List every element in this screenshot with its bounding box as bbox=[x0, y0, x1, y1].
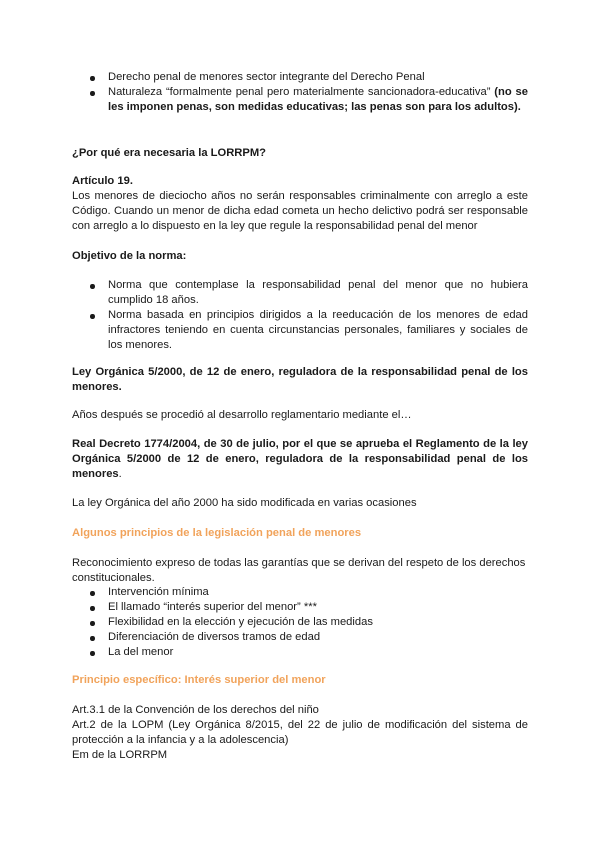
list-item: El llamado “interés superior del menor” *** bbox=[72, 600, 528, 615]
list-item: Derecho penal de menores sector integrante del Derecho Penal bbox=[72, 70, 528, 85]
recognition-text: Reconocimiento expreso de todas las garantías que se derivan del respeto de los derechos constitucionales. bbox=[72, 557, 526, 584]
law-title: Ley Orgánica 5/2000, de 12 de enero, reguladora de la responsabilidad penal de los menores. bbox=[72, 366, 528, 393]
years-later-text: Años después se procedió al desarrollo reglamentario mediante el… bbox=[72, 409, 412, 421]
article-text: Los menores de dieciocho años no serán responsables criminalmente con arreglo a este Código. Cuando un menor de dicha edad cometa un hecho delictivo podrá ser responsable con arreglo a lo dispuesto en la ley que regule la responsabilidad penal del menor bbox=[72, 190, 528, 232]
question-heading: ¿Por qué era necesaria la LORRPM? bbox=[72, 147, 266, 159]
list-item: Diferenciación de diversos tramos de edad bbox=[72, 630, 528, 645]
article-title: Artículo 19. bbox=[72, 175, 133, 187]
list-item: Naturaleza “formalmente penal pero materialmente sancionadora-educativa” (no se les imponen penas, son medidas educativas; las penas son para los adultos). bbox=[72, 85, 528, 115]
modified-text: La ley Orgánica del año 2000 ha sido modificada en varias ocasiones bbox=[72, 497, 417, 509]
objective-bullet-list bbox=[72, 278, 528, 353]
list-item: Intervención mínima bbox=[72, 585, 528, 600]
list-item: Norma basada en principios dirigidos a la reeducación de los menores de edad infractores teniendo en cuenta circunstancias personales, familiares y sociales de los menores. bbox=[72, 308, 528, 353]
principles-bullet-list bbox=[72, 585, 528, 660]
reference-line: Art.2 de la LOPM (Ley Orgánica 8/2015, del 22 de julio de modificación del sistema de protección a la infancia y a la adolescencia) bbox=[72, 719, 528, 746]
real-decreto-paragraph: Real Decreto 1774/2004, de 30 de julio, por el que se aprueba el Reglamento de la ley Orgánica 5/2000 de 12 de enero, reguladora de la responsabilidad penal de los menores. bbox=[72, 438, 528, 480]
objective-heading: Objetivo de la norma: bbox=[72, 250, 187, 262]
intro-bullet-list bbox=[72, 70, 528, 115]
real-decreto-title: Real Decreto 1774/2004, de 30 de julio, por el que se aprueba el Reglamento de la ley Orgánica 5/2000 de 12 de enero, reguladora de la responsabilidad penal de los menores bbox=[72, 438, 528, 480]
specific-principle-heading: Principio específico: Interés superior del menor bbox=[72, 674, 326, 686]
principles-heading: Algunos principios de la legislación penal de menores bbox=[72, 527, 362, 539]
list-item: Norma que contemplase la responsabilidad penal del menor que no hubiera cumplido 18 años. bbox=[72, 278, 528, 308]
list-item: Flexibilidad en la elección y ejecución de las medidas bbox=[72, 615, 528, 630]
reference-line: Em de la LORRPM bbox=[72, 749, 168, 761]
list-item: La del menor bbox=[72, 645, 528, 660]
reference-line: Art.3.1 de la Convención de los derechos del niño bbox=[72, 704, 319, 716]
